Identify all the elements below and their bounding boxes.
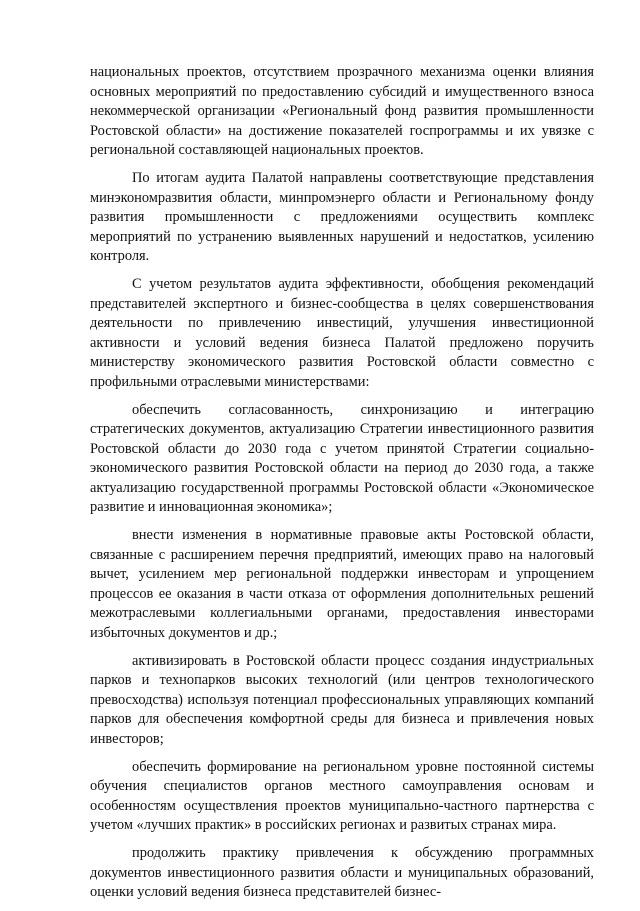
document-page: [90, 63, 594, 911]
paragraph-item-regulations: внести изменения в нормативные правовые акты Ростовской области, связанные с расширением перечня предприятий, имеющих право на налоговый вычет, усилением мер региональной поддержки инвесторам и упрощением процессов ее оказания в части отказа от оформления дополнительных решений межотраслевыми коллегиальными органами, предоставления инвесторами избыточных документов и др.;: [90, 527, 594, 641]
paragraph-audit-results: По итогам аудита Палатой направлены соответствующие представления минэкономразвития области, минпромэнерго области и Региональному фонду развития промышленности с предложениями осуществить комплекс мероприятий по устранению выявленных нарушений и недостатков, усилению контроля.: [90, 170, 594, 264]
paragraph-item-industrial-parks: активизировать в Ростовской области процесс создания индустриальных парков и технопарков высоких технологий (или центров технологического превосходства) используя потенциал профессиональных управляющих компаний парков для обеспечения комфортной среды для бизнеса и привлечения новых инвесторов;: [90, 652, 594, 747]
paragraph-item-practice: продолжить практику привлечения к обсуждению программных документов инвестиционного развития области и муниципальных образований, оценки условий ведения бизнеса представителей бизнес-: [90, 845, 594, 900]
paragraph-continuation: национальных проектов, отсутствием прозрачного механизма оценки влияния основных мероприятий по предоставлению субсидий и имущественного взноса некоммерческой организации «Региональный фонд развития промышленности Ростовской области» на достижение показателей госпрограммы и их увязке с региональной составляющей национальных проектов.: [90, 64, 594, 158]
paragraph-recommendations-intro: С учетом результатов аудита эффективности, обобщения рекомендаций представителей экспертного и бизнес-сообщества в целях совершенствования деятельности по привлечению инвестиций, улучшения инвестиционной активности и условий ведения бизнеса Палатой предложено поручить министерству экономического развития Ростовской области совместно с профильными отраслевыми министерствами:: [90, 276, 594, 390]
paragraph-item-strategy: обеспечить согласованность, синхронизацию и интеграцию стратегических документов, актуализацию Стратегии инвестиционного развития Ростовской области до 2030 года с учетом принятой Стратегии социально-экономического развития Ростовской области на период до 2030 года, а также актуализацию государственной программы Ростовской области «Экономическое развитие и инновационная экономика»;: [90, 401, 594, 515]
paragraph-item-training: обеспечить формирование на региональном уровне постоянной системы обучения специалистов органов местного самоуправления основам и особенностям осуществления проектов муниципально-частного партнерства с учетом «лучших практик» в российских регионах и развитых странах мира.: [90, 758, 594, 833]
